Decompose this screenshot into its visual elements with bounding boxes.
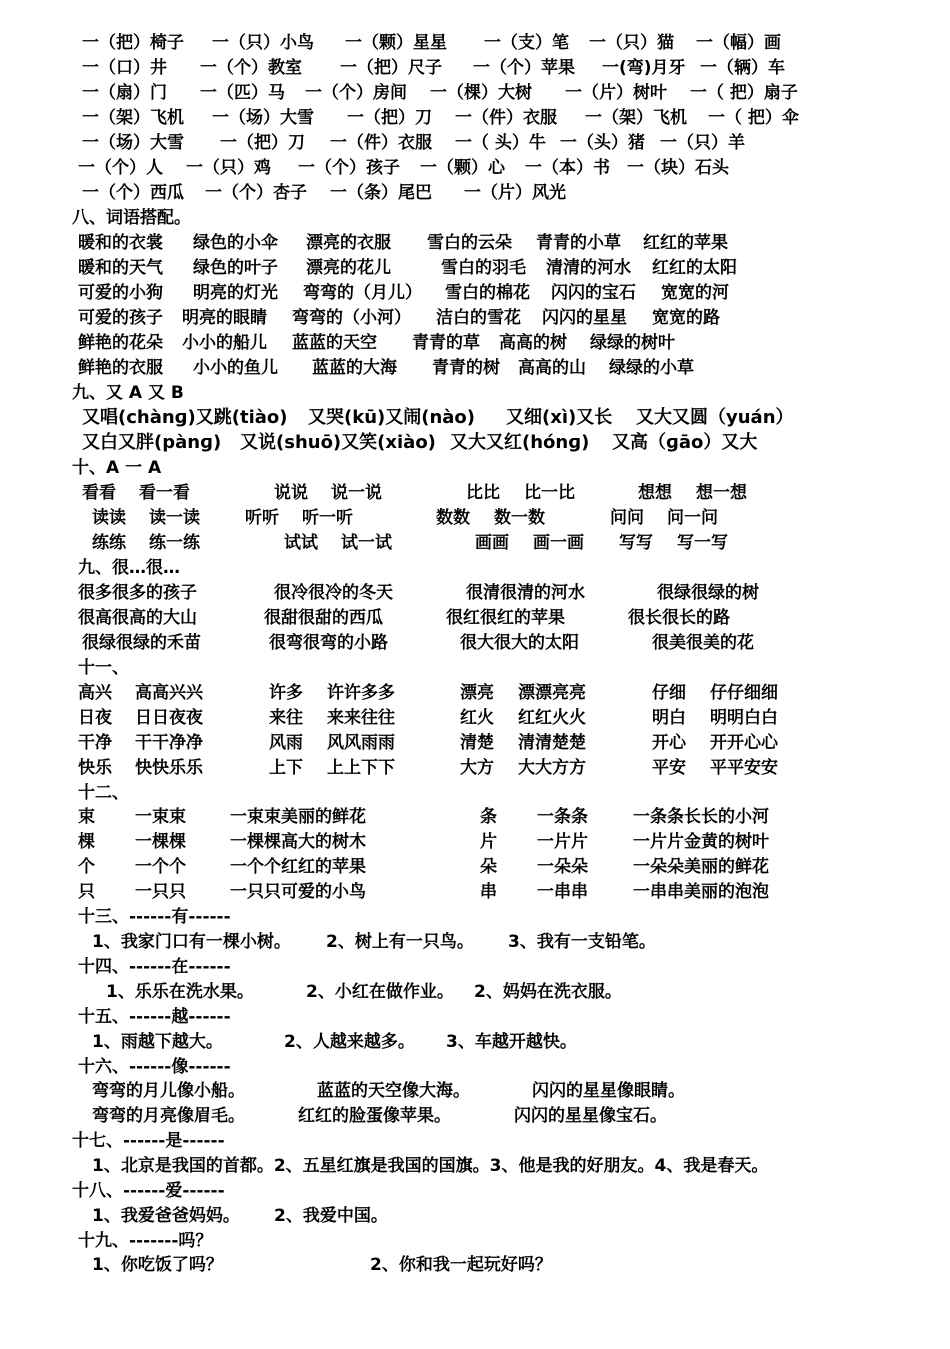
word: 看一看 [139, 483, 190, 503]
sentence-row [0, 1204, 950, 1228]
measure-row [0, 81, 950, 105]
measure-item: 一（个）孩子 [298, 158, 400, 178]
phrase: 一片片金黄的树叶 [633, 832, 769, 852]
phrase: 很弯很弯的小路 [269, 633, 388, 653]
measure-item: 一（口）井 [82, 58, 167, 78]
word: 上上下下 [327, 758, 395, 778]
word: 漂亮 [460, 683, 494, 703]
sentence: 1、乐乐在洗水果。 [106, 982, 254, 1002]
sentence: 弯弯的月亮像眉毛。 [92, 1106, 245, 1126]
measure-item: 一（个）苹果 [473, 58, 575, 78]
sentence: 弯弯的月儿像小船。 [92, 1081, 245, 1101]
measure-item: 一（个）人 [78, 158, 163, 178]
phrase-row [0, 231, 950, 255]
measure-item: 一（只）鸡 [186, 158, 271, 178]
word: 一朵朵 [537, 857, 588, 877]
word: 仔仔细细 [710, 683, 778, 703]
word: 一棵棵 [135, 832, 186, 852]
word: 听一听 [302, 508, 353, 528]
section-title: 十八、------爱------ [72, 1181, 225, 1201]
word-row [0, 731, 950, 755]
sentence-row [0, 930, 950, 954]
phrase: 青青的树 [432, 358, 500, 378]
phrase: 又细(xì)又长 [506, 407, 613, 428]
phrase: 很冷很冷的冬天 [274, 583, 393, 603]
word: 看看 [82, 483, 116, 503]
phrase-row [0, 406, 950, 430]
phrase: 可爱的小狗 [78, 283, 163, 303]
phrase: 雪白的云朵 [427, 233, 512, 253]
phrase: 很甜很甜的西瓜 [264, 608, 383, 628]
sentence: 2、我爱中国。 [274, 1206, 388, 1226]
phrase: 很绿很绿的树 [657, 583, 759, 603]
phrase: 绿色的叶子 [193, 258, 278, 278]
measure-item: 一（片）树叶 [565, 83, 667, 103]
measure-row [0, 56, 950, 80]
phrase: 红红的苹果 [643, 233, 728, 253]
word: 一个个 [135, 857, 186, 877]
measure-row [0, 181, 950, 205]
measure-item: 一（头）猪 [560, 133, 645, 153]
section-heading [0, 206, 950, 230]
word: 写一写 [677, 533, 728, 553]
measure-item: 一（只）小鸟 [212, 33, 314, 53]
word: 许多 [269, 683, 303, 703]
word: 日日夜夜 [135, 708, 203, 728]
word: 平平安安 [710, 758, 778, 778]
phrase: 很长很长的路 [628, 608, 730, 628]
word: 漂漂亮亮 [518, 683, 586, 703]
phrase: 闪闪的宝石 [551, 283, 636, 303]
sentence: 1、我爱爸爸妈妈。 [92, 1206, 240, 1226]
measure-item: 一（把）尺子 [340, 58, 442, 78]
phrase: 蓝蓝的天空 [292, 333, 377, 353]
measure-item: 一（片）风光 [464, 183, 566, 203]
phrase: 暖和的衣裳 [78, 233, 163, 253]
section-title: 十六、------像------ [78, 1057, 231, 1077]
word: 练练 [92, 533, 126, 553]
word-row [0, 531, 950, 555]
measure-item: 一（棵）大树 [430, 83, 532, 103]
phrase: 青青的小草 [536, 233, 621, 253]
phrase: 清清的河水 [546, 258, 631, 278]
measure-row [0, 31, 950, 55]
word: 试一试 [341, 533, 392, 553]
word-row [0, 681, 950, 705]
measure-item: 一（个）房间 [305, 83, 407, 103]
sentence-row [0, 1030, 950, 1054]
phrase-row [0, 855, 950, 879]
word: 问一问 [667, 508, 718, 528]
sentence: 3、我有一支铅笔。 [508, 932, 656, 952]
word: 高兴 [78, 683, 112, 703]
word: 想一想 [696, 483, 747, 503]
phrase: 洁白的雪花 [436, 308, 521, 328]
phrase: 很清很清的河水 [466, 583, 585, 603]
section-heading [0, 1129, 950, 1153]
word: 清清楚楚 [518, 733, 586, 753]
phrase: 很高很高的大山 [78, 608, 197, 628]
measure-item: 一（架）飞机 [82, 108, 184, 128]
word-row [0, 706, 950, 730]
word: 朵 [480, 857, 497, 877]
word: 一串串 [537, 882, 588, 902]
measure-item: 一(弯)月牙 [602, 58, 686, 78]
word: 日夜 [78, 708, 112, 728]
phrase: 闪闪的星星 [542, 308, 627, 328]
sentence: 2、妈妈在洗衣服。 [474, 982, 622, 1002]
phrase: 漂亮的衣服 [306, 233, 391, 253]
sentence-row [0, 1154, 950, 1178]
measure-item: 一（条）尾巴 [330, 183, 432, 203]
phrase: 又说(shuō)又笑(xiào) [240, 432, 436, 453]
section-heading [0, 656, 950, 680]
word: 片 [480, 832, 497, 852]
phrase: 雪白的羽毛 [441, 258, 526, 278]
phrase: 青青的草 [412, 333, 480, 353]
section-title: 十七、------是------ [72, 1131, 225, 1151]
sentence: 2、树上有一只鸟。 [326, 932, 474, 952]
phrase: 鲜艳的花朵 [78, 333, 163, 353]
word: 干干净净 [135, 733, 203, 753]
word: 棵 [78, 832, 95, 852]
word: 大大方方 [518, 758, 586, 778]
word: 比一比 [524, 483, 575, 503]
phrase: 很美很美的花 [652, 633, 754, 653]
word: 许许多多 [327, 683, 395, 703]
word: 大方 [460, 758, 494, 778]
phrase-row [0, 281, 950, 305]
measure-item: 一（个）杏子 [205, 183, 307, 203]
phrase: 又大又红(hónɡ) [450, 432, 590, 453]
section-heading [0, 1229, 950, 1253]
phrase: 明亮的眼睛 [182, 308, 267, 328]
measure-item: 一（辆）车 [700, 58, 785, 78]
measure-item: 一（把）椅子 [82, 33, 184, 53]
measure-item: 一（把）刀 [347, 108, 432, 128]
phrase: 漂亮的花儿 [306, 258, 391, 278]
section-title: 十二、 [78, 783, 129, 803]
phrase-row [0, 830, 950, 854]
word: 试试 [284, 533, 318, 553]
section-heading [0, 1179, 950, 1203]
sentence-row [0, 980, 950, 1004]
word: 说一说 [331, 483, 382, 503]
word: 个 [78, 857, 95, 877]
phrase-row [0, 805, 950, 829]
sentence-row [0, 1104, 950, 1128]
measure-row [0, 156, 950, 180]
word: 读一读 [149, 508, 200, 528]
word: 明明白白 [710, 708, 778, 728]
phrase: 又白又胖(pànɡ) [82, 432, 222, 453]
phrase: 暖和的天气 [78, 258, 163, 278]
word: 快快乐乐 [135, 758, 203, 778]
measure-item: 一（件）衣服 [330, 133, 432, 153]
measure-item: 一（扇）门 [82, 83, 167, 103]
word: 只 [78, 882, 95, 902]
section-title: 十、A 一 A [72, 458, 162, 478]
measure-row [0, 131, 950, 155]
word: 来来往往 [327, 708, 395, 728]
word: 数数 [436, 508, 470, 528]
phrase-row [0, 581, 950, 605]
phrase: 雪白的棉花 [445, 283, 530, 303]
phrase: 弯弯的（月儿） [303, 283, 422, 303]
phrase: 宽宽的河 [661, 283, 729, 303]
phrase: 一串串美丽的泡泡 [633, 882, 769, 902]
word: 清楚 [460, 733, 494, 753]
measure-item: 一（架）飞机 [585, 108, 687, 128]
section-title: 八、词语搭配。 [72, 208, 191, 228]
phrase: 绿绿的树叶 [590, 333, 675, 353]
word: 画画 [475, 533, 509, 553]
phrase: 绿色的小伞 [193, 233, 278, 253]
word: 说说 [274, 483, 308, 503]
phrase: 明亮的灯光 [193, 283, 278, 303]
measure-item: 一（个）教室 [200, 58, 302, 78]
measure-item: 一（块）石头 [627, 158, 729, 178]
phrase: 又唱(chànɡ)又跳(tiào) [82, 407, 288, 428]
section-heading [0, 781, 950, 805]
word: 红火 [460, 708, 494, 728]
section-title: 十九、-------吗？ [78, 1231, 213, 1251]
word: 比比 [466, 483, 500, 503]
sentence: 闪闪的星星像宝石。 [514, 1106, 667, 1126]
word: 来往 [269, 708, 303, 728]
measure-item: 一（场）大雪 [82, 133, 184, 153]
word: 写写 [619, 533, 653, 553]
sentence: 2、人越来越多。 [284, 1032, 415, 1052]
phrase: 很多很多的孩子 [78, 583, 197, 603]
section-title: 九、很…很… [78, 558, 180, 578]
sentence: 闪闪的星星像眼睛。 [532, 1081, 685, 1101]
phrase: 一条条长长的小河 [633, 807, 769, 827]
phrase: 很绿很绿的禾苗 [82, 633, 201, 653]
section-heading [0, 905, 950, 929]
section-title: 九、又 A 又 B [72, 383, 184, 403]
sentence: 2、小红在做作业。 [306, 982, 454, 1002]
section-heading [0, 955, 950, 979]
phrase: 红红的太阳 [652, 258, 737, 278]
sentence: 3、车越开越快。 [446, 1032, 577, 1052]
phrase: 绿绿的小草 [609, 358, 694, 378]
sentence-row [0, 1253, 950, 1277]
section-heading [0, 1005, 950, 1029]
word: 条 [480, 807, 497, 827]
word: 平安 [652, 758, 686, 778]
phrase: 高高的山 [518, 358, 586, 378]
sentence: 1、你吃饭了吗？ [92, 1255, 223, 1275]
phrase: 又高（ɡāo）又大 [612, 432, 758, 453]
word: 上下 [269, 758, 303, 778]
word: 听听 [245, 508, 279, 528]
phrase: 又哭(kū)又闹(nào) [308, 407, 476, 428]
sentence: 1、雨越下越大。 [92, 1032, 223, 1052]
measure-item: 一（颗）星星 [345, 33, 447, 53]
phrase: 一朵朵美丽的鲜花 [633, 857, 769, 877]
measure-row [0, 106, 950, 130]
sentence-row [0, 1079, 950, 1103]
measure-item: 一（ 把）伞 [708, 108, 799, 128]
phrase-row [0, 606, 950, 630]
phrase: 一棵棵高大的树木 [230, 832, 366, 852]
word: 一条条 [537, 807, 588, 827]
word: 一只只 [135, 882, 186, 902]
phrase: 蓝蓝的大海 [312, 358, 397, 378]
word: 练一练 [149, 533, 200, 553]
word: 明白 [652, 708, 686, 728]
word: 快乐 [78, 758, 112, 778]
word: 干净 [78, 733, 112, 753]
section-title: 十四、------在------ [78, 957, 231, 977]
section-title: 十五、------越------ [78, 1007, 231, 1027]
word: 风风雨雨 [327, 733, 395, 753]
measure-item: 一（ 头）牛 [455, 133, 546, 153]
phrase-row [0, 331, 950, 355]
measure-item: 一（本）书 [525, 158, 610, 178]
phrase: 可爱的孩子 [78, 308, 163, 328]
word: 开心 [652, 733, 686, 753]
phrase: 宽宽的路 [652, 308, 720, 328]
measure-item: 一（幅）画 [696, 33, 781, 53]
phrase: 弯弯的（小河） [292, 308, 411, 328]
word: 画一画 [533, 533, 584, 553]
measure-item: 一（个）西瓜 [82, 183, 184, 203]
measure-item: 一（把）刀 [220, 133, 305, 153]
section-title: 十一、 [78, 658, 129, 678]
word-row [0, 481, 950, 505]
phrase-row [0, 306, 950, 330]
measure-item: 一（件）衣服 [455, 108, 557, 128]
word: 高高兴兴 [135, 683, 203, 703]
phrase: 很红很红的苹果 [446, 608, 565, 628]
sentence: 红红的脸蛋像苹果。 [298, 1106, 451, 1126]
section-heading [0, 556, 950, 580]
measure-item: 一（支）笔 [484, 33, 569, 53]
word: 风雨 [269, 733, 303, 753]
measure-item: 一（场）大雪 [212, 108, 314, 128]
word: 红红火火 [518, 708, 586, 728]
phrase: 一只只可爱的小鸟 [230, 882, 366, 902]
word: 读读 [92, 508, 126, 528]
word: 开开心心 [710, 733, 778, 753]
phrase: 很大很大的太阳 [460, 633, 579, 653]
measure-item: 一（只）羊 [660, 133, 745, 153]
phrase: 又大又圆（yuán） [636, 407, 794, 428]
word: 仔细 [652, 683, 686, 703]
phrase-row [0, 431, 950, 455]
word: 一束束 [135, 807, 186, 827]
measure-item: 一（颗）心 [420, 158, 505, 178]
phrase-row [0, 631, 950, 655]
measure-item: 一（ 把）扇子 [690, 83, 798, 103]
section-heading [0, 456, 950, 480]
phrase-row [0, 880, 950, 904]
word: 问问 [610, 508, 644, 528]
word: 数一数 [494, 508, 545, 528]
phrase-row [0, 356, 950, 380]
sentence: 1、北京是我国的首都。2、五星红旗是我国的国旗。3、他是我的好朋友。4、我是春天。 [92, 1156, 769, 1176]
word-row [0, 506, 950, 530]
sentence: 2、你和我一起玩好吗？ [370, 1255, 552, 1275]
section-heading [0, 1055, 950, 1079]
word-row [0, 756, 950, 780]
phrase: 一束束美丽的鲜花 [230, 807, 366, 827]
section-title: 十三、------有------ [78, 907, 231, 927]
phrase: 小小的鱼儿 [193, 358, 278, 378]
phrase: 小小的船儿 [182, 333, 267, 353]
measure-item: 一（只）猫 [589, 33, 674, 53]
phrase: 一个个红红的苹果 [230, 857, 366, 877]
section-heading [0, 381, 950, 405]
word: 串 [480, 882, 497, 902]
measure-item: 一（匹）马 [200, 83, 285, 103]
word: 一片片 [537, 832, 588, 852]
sentence: 蓝蓝的天空像大海。 [317, 1081, 470, 1101]
phrase: 鲜艳的衣服 [78, 358, 163, 378]
phrase-row [0, 256, 950, 280]
sentence: 1、我家门口有一棵小树。 [92, 932, 291, 952]
word: 想想 [638, 483, 672, 503]
phrase: 高高的树 [499, 333, 567, 353]
word: 束 [78, 807, 95, 827]
